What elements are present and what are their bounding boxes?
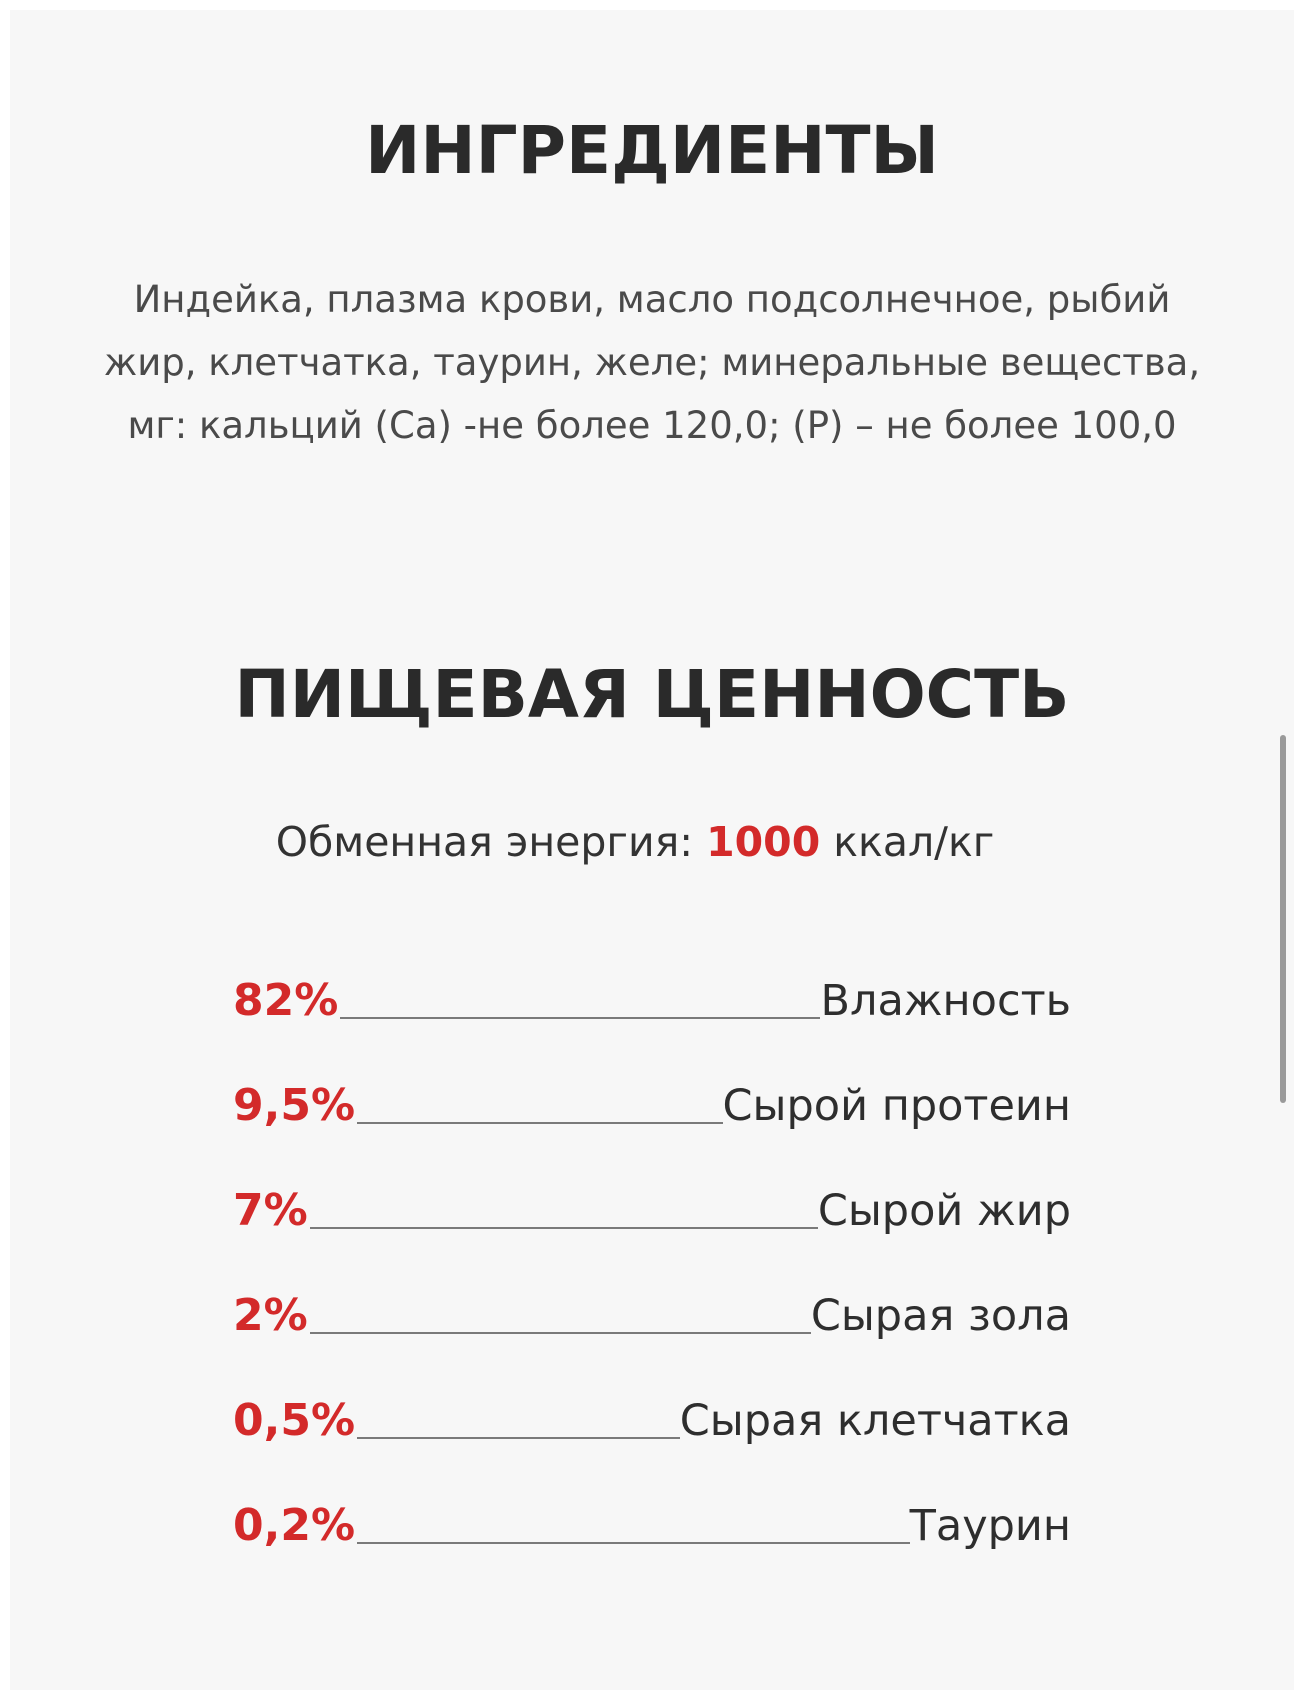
nutrition-percent: 7% (233, 1185, 308, 1236)
nutrition-percent: 9,5% (233, 1080, 356, 1131)
nutrition-row (233, 1128, 1071, 1236)
leader-line (310, 1227, 818, 1229)
nutrition-table (233, 918, 1071, 1551)
nutrition-row (233, 918, 1071, 1026)
leader-line (340, 1017, 820, 1019)
ingredients-title: ИНГРЕДИЕНТЫ (365, 112, 939, 189)
nutrition-percent: 2% (233, 1290, 308, 1341)
energy-label: Обменная энергия: (275, 818, 694, 866)
ingredients-text (80, 268, 1224, 457)
nutrition-row (233, 1443, 1071, 1551)
nutrition-row (233, 1233, 1071, 1341)
nutrition-label: Влажность (820, 976, 1071, 1026)
ingredients-line: Индейка, плазма крови, масло подсолнечное, рыбий (133, 278, 1171, 321)
nutrition-label: Сырая клетчатка (679, 1396, 1071, 1446)
nutrition-row (233, 1338, 1071, 1446)
ingredients-line: мг: кальций (Са) -не более 120,0; (Р) – не более 100,0 (127, 404, 1177, 447)
leader-line (310, 1332, 811, 1334)
nutrition-percent: 0,2% (233, 1500, 356, 1551)
leader-line (357, 1542, 910, 1544)
nutrition-row (233, 1023, 1071, 1131)
energy-value: 1000 (706, 818, 821, 866)
ingredients-line: жир, клетчатка, таурин, желе; минеральные вещества, (103, 341, 1201, 384)
nutrition-label: Сырая зола (810, 1291, 1071, 1341)
energy-unit: ккал/кг (833, 818, 995, 866)
nutrition-title: ПИЩЕВАЯ ЦЕННОСТЬ (234, 656, 1070, 733)
nutrition-label: Сырой протеин (722, 1081, 1071, 1131)
leader-line (357, 1437, 680, 1439)
metabolic-energy (0, 818, 1304, 867)
nutrition-percent: 0,5% (233, 1395, 356, 1446)
nutrition-label: Сырой жир (817, 1186, 1071, 1236)
scrollbar[interactable] (1280, 735, 1286, 1103)
nutrition-percent: 82% (233, 975, 339, 1026)
nutrition-label: Таурин (909, 1501, 1071, 1551)
leader-line (357, 1122, 722, 1124)
